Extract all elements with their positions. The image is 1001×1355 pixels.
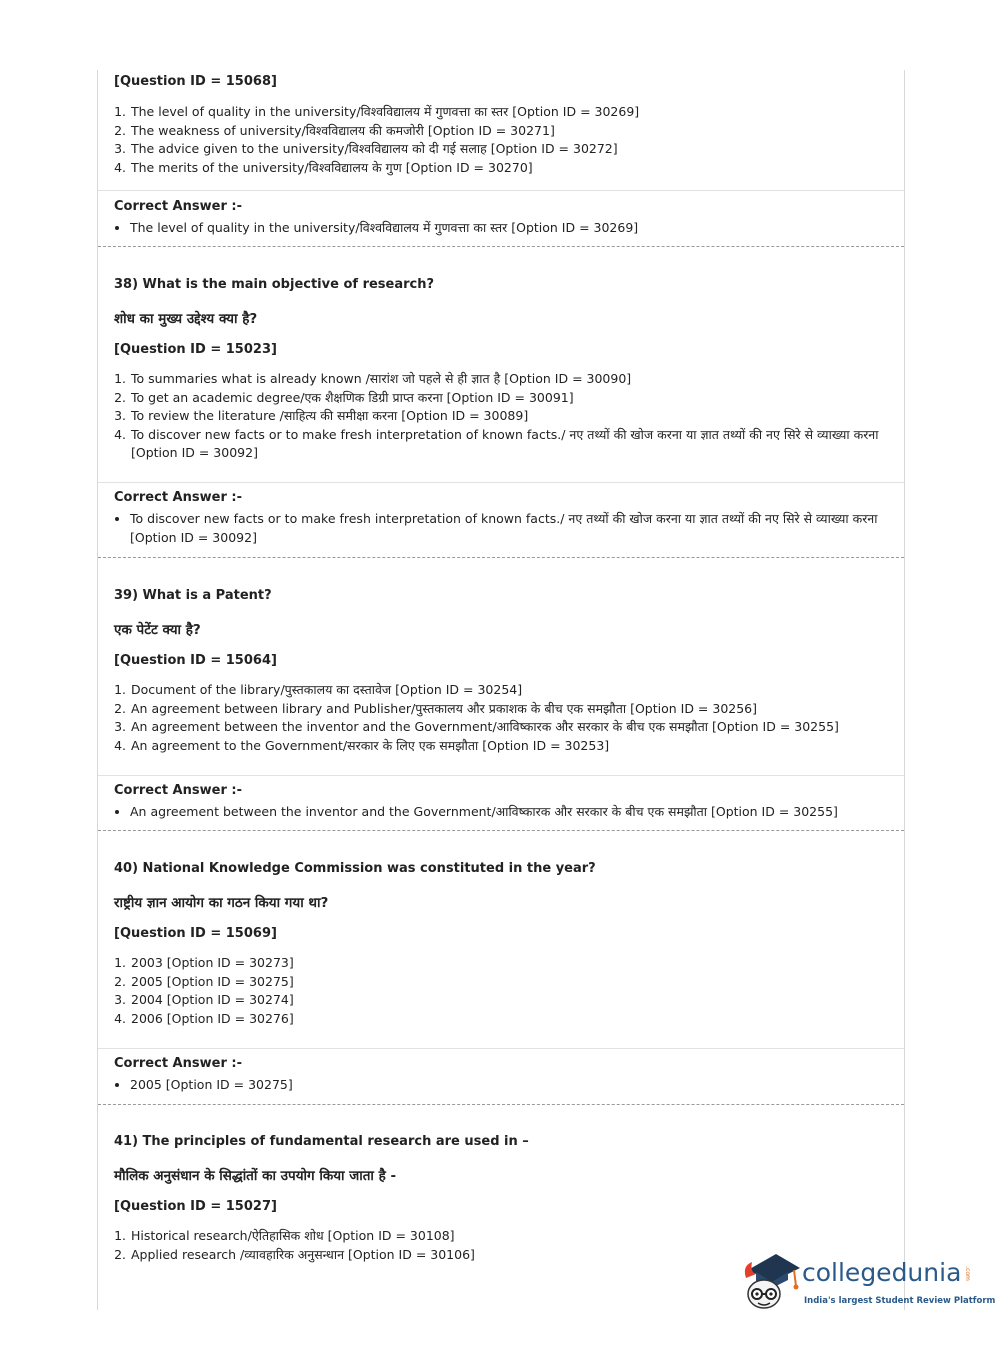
question-title-hindi: शोध का मुख्य उद्देश्य क्या है?	[114, 311, 258, 327]
question-id: [Question ID = 15069]	[114, 926, 277, 941]
question-id: [Question ID = 15068]	[114, 74, 277, 89]
question-title-hindi: मौलिक अनुसंधान के सिद्धांतों का उपयोग किया जाता है -	[114, 1168, 397, 1184]
question-separator	[98, 246, 904, 247]
correct-answer: • To discover new facts or to make fresh interpretation of known facts./ नए तथ्यों की खोज करना या ज्ञात तथ्यों की नए सिरे से व्याख्या करना [Option ID = 30092]	[130, 509, 888, 547]
question-title-hindi: एक पेटेंट क्या है?	[114, 622, 201, 638]
question-40	[114, 861, 888, 1028]
question-title-hindi: राष्ट्रीय ज्ञान आयोग का गठन किया गया था?	[114, 895, 329, 911]
question-38	[114, 277, 888, 463]
correct-answer: • 2005 [Option ID = 30275]	[130, 1075, 888, 1094]
question-id: [Question ID = 15027]	[114, 1199, 277, 1214]
option: 3. An agreement between the inventor and the Government/आविष्कारक और सरकार के बीच एक समझौता [Option ID = 30255]	[130, 718, 888, 737]
correct-answer-label: Correct Answer :-	[114, 1056, 242, 1071]
question-separator	[98, 1104, 904, 1105]
correct-answer-label: Correct Answer :-	[114, 490, 242, 505]
correct-answer-37	[114, 199, 888, 237]
question-39	[114, 588, 888, 755]
option: 2. 2005 [Option ID = 30275]	[130, 973, 888, 992]
option: 1. To summaries what is already known /सारांश जो पहले से ही ज्ञात है [Option ID = 30090]	[130, 370, 888, 389]
correct-answer: • An agreement between the inventor and the Government/आविष्कारक और सरकार के बीच एक समझौता [Option ID = 30255]	[130, 802, 888, 821]
divider	[98, 775, 904, 776]
option: 2. The weakness of university/विश्वविद्यालय की कमजोरी [Option ID = 30271]	[130, 122, 888, 141]
question-separator	[98, 830, 904, 831]
option: 1. Document of the library/पुस्तकालय का दस्तावेज [Option ID = 30254]	[130, 681, 888, 700]
option: 1. The level of quality in the university/विश्वविद्यालय में गुणवत्ता का स्तर [Option ID = 30269]	[130, 103, 888, 122]
option: 1. Historical research/ऐतिहासिक शोध [Option ID = 30108]	[130, 1227, 888, 1246]
option: 3. The advice given to the university/विश्वविद्यालय को दी गई सलाह [Option ID = 30272]	[130, 140, 888, 159]
options-list	[114, 954, 888, 1028]
question-title: 41) The principles of fundamental research are used in –	[114, 1134, 529, 1149]
option: 2. Applied research /व्यावहारिक अनुसन्धान [Option ID = 30106]	[130, 1246, 888, 1265]
logo-tagline: India's largest Student Review Platform	[804, 1296, 996, 1306]
correct-answer-list	[114, 509, 888, 547]
correct-answer-label: Correct Answer :-	[114, 783, 242, 798]
divider	[98, 482, 904, 483]
question-id: [Question ID = 15023]	[114, 342, 277, 357]
question-id: [Question ID = 15064]	[114, 653, 277, 668]
correct-answer-list	[114, 1075, 888, 1094]
collegedunia-logo[interactable]	[742, 1248, 996, 1314]
option: 3. 2004 [Option ID = 30274]	[130, 991, 888, 1010]
divider	[98, 1048, 904, 1049]
option: 1. 2003 [Option ID = 30273]	[130, 954, 888, 973]
question-title: 38) What is the main objective of research?	[114, 277, 435, 292]
correct-answer-list	[114, 802, 888, 821]
options-list	[114, 370, 888, 463]
option: 4. 2006 [Option ID = 30276]	[130, 1010, 888, 1029]
logo-suffix: .com	[963, 1266, 971, 1281]
correct-answer-list	[114, 218, 888, 237]
option: 4. To discover new facts or to make fresh interpretation of known facts./ नए तथ्यों की खोज करना या ज्ञात तथ्यों की नए सिरे से व्याख्या करना [Option ID = 30092]	[130, 426, 888, 463]
option: 4. An agreement to the Government/सरकार के लिए एक समझौता [Option ID = 30253]	[130, 737, 888, 756]
question-41	[114, 1134, 888, 1264]
option: 2. To get an academic degree/एक शैक्षणिक डिग्री प्राप्त करना [Option ID = 30091]	[130, 389, 888, 408]
question-37	[114, 74, 888, 177]
logo-wordmark: collegedunia	[802, 1258, 962, 1287]
correct-answer-38	[114, 490, 888, 547]
question-paper-sheet	[97, 70, 905, 1310]
divider	[98, 190, 904, 191]
question-separator	[98, 557, 904, 558]
question-title: 39) What is a Patent?	[114, 588, 272, 603]
correct-answer: • The level of quality in the university/विश्वविद्यालय में गुणवत्ता का स्तर [Option ID = 30269]	[130, 218, 888, 237]
mascot-icon	[742, 1248, 802, 1312]
options-list	[114, 681, 888, 755]
correct-answer-39	[114, 783, 888, 821]
option: 4. The merits of the university/विश्वविद्यालय के गुण [Option ID = 30270]	[130, 159, 888, 178]
option: 2. An agreement between library and Publisher/पुस्तकालय और प्रकाशक के बीच एक समझौता [Option ID = 30256]	[130, 700, 888, 719]
correct-answer-40	[114, 1056, 888, 1094]
option: 3. To review the literature /साहित्य की समीक्षा करना [Option ID = 30089]	[130, 407, 888, 426]
question-title: 40) National Knowledge Commission was constituted in the year?	[114, 861, 596, 876]
correct-answer-label: Correct Answer :-	[114, 199, 242, 214]
options-list	[114, 103, 888, 177]
